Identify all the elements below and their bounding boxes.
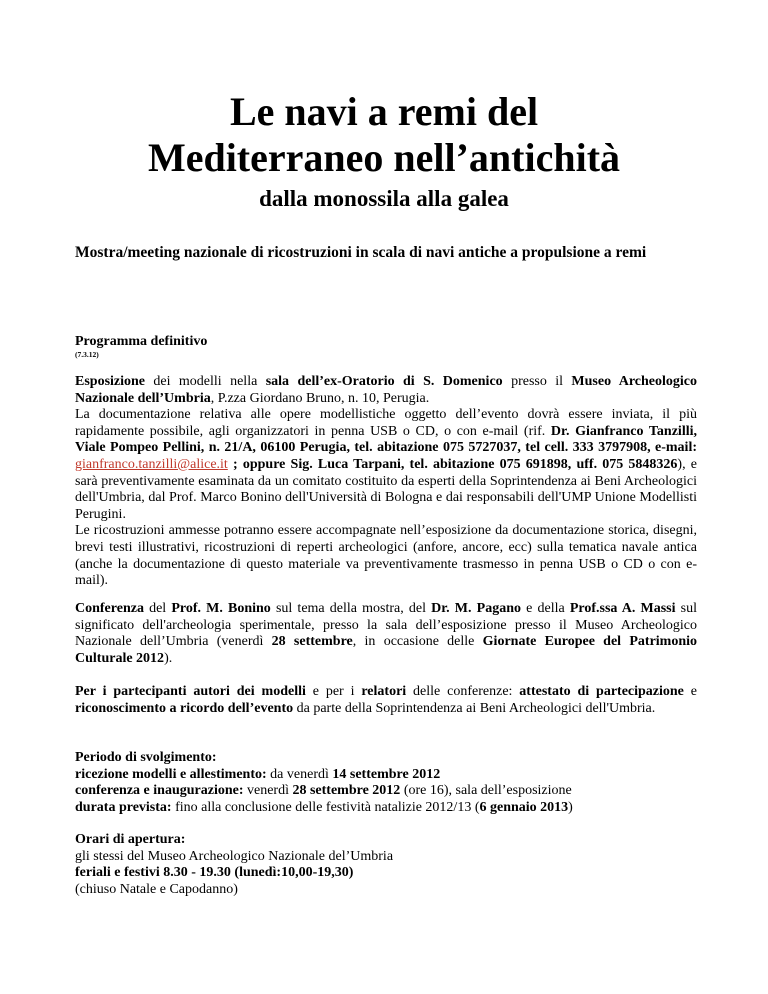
contact-tarpani: ; oppure Sig. Luca Tarpani, tel. abitazione 075 691898, uff. 075 5848326 — [227, 456, 678, 472]
documentazione-paragraph — [75, 407, 697, 523]
attestato: attestato di partecipazione — [519, 684, 684, 699]
programma-label: Programma definitivo — [75, 334, 208, 349]
venue-name: sala dell’ex-Oratorio di S. Domenico — [265, 374, 503, 389]
text: del — [143, 601, 172, 616]
periodo-row-durata — [75, 800, 697, 817]
partecipanti-paragraph — [75, 684, 697, 717]
relatori-label: relatori — [361, 684, 407, 699]
periodo-row-conferenza — [75, 783, 697, 800]
event-name: Giornate Europee del Patrimonio Culturale 2012 — [75, 634, 698, 666]
riconoscimento: riconoscimento a ricordo dell’evento — [75, 700, 294, 716]
date: 14 settembre 2012 — [332, 766, 441, 782]
esposizione-label: Esposizione — [75, 374, 146, 389]
address: , P.zza Giordano Bruno, n. 10, Perugia. — [210, 390, 430, 406]
speaker-pagano: Dr. M. Pagano — [431, 601, 521, 616]
text: sul significato dell'archeologia sperimentale, presso la sala dell’esposizione presso il Museo Archeologico Nazionale dell’Umbria (venerdì — [75, 601, 697, 650]
title-line-1: Le navi a remi del — [229, 89, 539, 134]
periodo-section — [75, 750, 697, 816]
label: ricezione modelli e allestimento: — [75, 766, 267, 782]
date: 28 settembre 2012 — [292, 783, 401, 799]
speaker-bonino: Prof. M. Bonino — [171, 601, 271, 616]
ricostruzioni-paragraph: Le ricostruzioni ammesse potranno essere accompagnate nell’esposizione da documentazione storica, disegni, brevi testi illustrativi, ricostruzioni di reperti archeologici (anfore, ancore, ecc) sulla tematica navale antica (anche la documentazione di questo materiale va preventivamente trasmesso in penna USB o CD o con e-mail). — [75, 523, 697, 589]
text: da parte della Soprintendenza ai Beni Archeologici dell'Umbria. — [293, 700, 656, 716]
text: delle conferenze: — [406, 684, 520, 699]
label: Orari di apertura: — [75, 832, 186, 847]
text: fino alla conclusione delle festività natalizie 2012/13 ( — [171, 799, 480, 815]
label: durata prevista: — [75, 799, 172, 815]
text: da venerdì — [266, 766, 333, 782]
label: Periodo di svolgimento: — [75, 750, 217, 765]
headline: Mostra/meeting nazionale di ricostruzioni in scala di navi antiche a propulsione a remi — [75, 244, 647, 261]
text: e per i — [305, 684, 362, 699]
esposizione-paragraph — [75, 374, 697, 407]
speaker-massi: Prof.ssa A. Massi — [569, 601, 676, 616]
text: e — [683, 684, 697, 699]
conferenza-section — [75, 601, 697, 667]
text: dei modelli nella — [145, 374, 266, 389]
text: La documentazione relativa alle opere modellistiche oggetto dell’evento dovrà essere inviata, il più rapidamente possibile, agli organizzatori in penna USB o CD, o con e-mail (rif. — [75, 407, 697, 439]
subtitle: dalla monossila alla galea — [259, 186, 509, 211]
text: , in occasione delle — [352, 634, 483, 650]
museum-name: Museo Archeologico Nazionale dell’Umbria — [75, 374, 697, 406]
text: ), e sarà preventivamente esaminata da un comitato costituito da esperti della Soprintendenza ai Beni Archeologici dell'Umbria, dal Prof. Marco Bonino dell'Università di Bologna e dai responsabili dell'UMP Unione Modellisti Perugini. — [75, 456, 697, 522]
orari-line-1: gli stessi del Museo Archeologico Nazionale del’Umbria — [75, 848, 394, 864]
orari-line-3: (chiuso Natale e Capodanno) — [75, 881, 238, 897]
date: 28 settembre — [271, 634, 353, 650]
partecipanti-label: Per i partecipanti autori dei modelli — [75, 684, 306, 699]
periodo-label — [75, 750, 697, 767]
label: conferenza e inaugurazione: — [75, 783, 244, 799]
text: presso il — [502, 374, 572, 389]
periodo-row-ricezione — [75, 767, 697, 784]
text: ). — [164, 650, 173, 666]
hours: feriali e festivi 8.30 - 19.30 (lunedì:10,00-19,30) — [75, 865, 354, 881]
contact-tanzilli: Dr. Gianfranco Tanzilli, Viale Pompeo Pellini, n. 21/A, 06100 Perugia, tel. abitazione 075 5727037, tel cell. 333 3797908, e-mail: — [75, 423, 697, 456]
text: venerdì — [243, 783, 293, 799]
conferenza-paragraph — [75, 601, 697, 667]
text: sul tema della mostra, del — [270, 601, 432, 616]
esposizione-section — [75, 374, 697, 590]
title-line-2: Mediterraneo nell’antichità — [147, 135, 621, 180]
orari-line-2 — [75, 865, 697, 882]
text: e della — [520, 601, 570, 616]
text: (ore 16), sala dell’esposizione — [400, 783, 572, 799]
email-link[interactable]: gianfranco.tanzilli@alice.it — [75, 456, 228, 472]
text: ) — [568, 799, 573, 815]
orari-section — [75, 832, 697, 898]
conferenza-label: Conferenza — [75, 601, 144, 616]
programma-date: (7.3.12) — [75, 350, 99, 359]
partecipanti-section — [75, 684, 697, 717]
date: 6 gennaio 2013 — [479, 799, 569, 815]
orari-label — [75, 832, 697, 849]
